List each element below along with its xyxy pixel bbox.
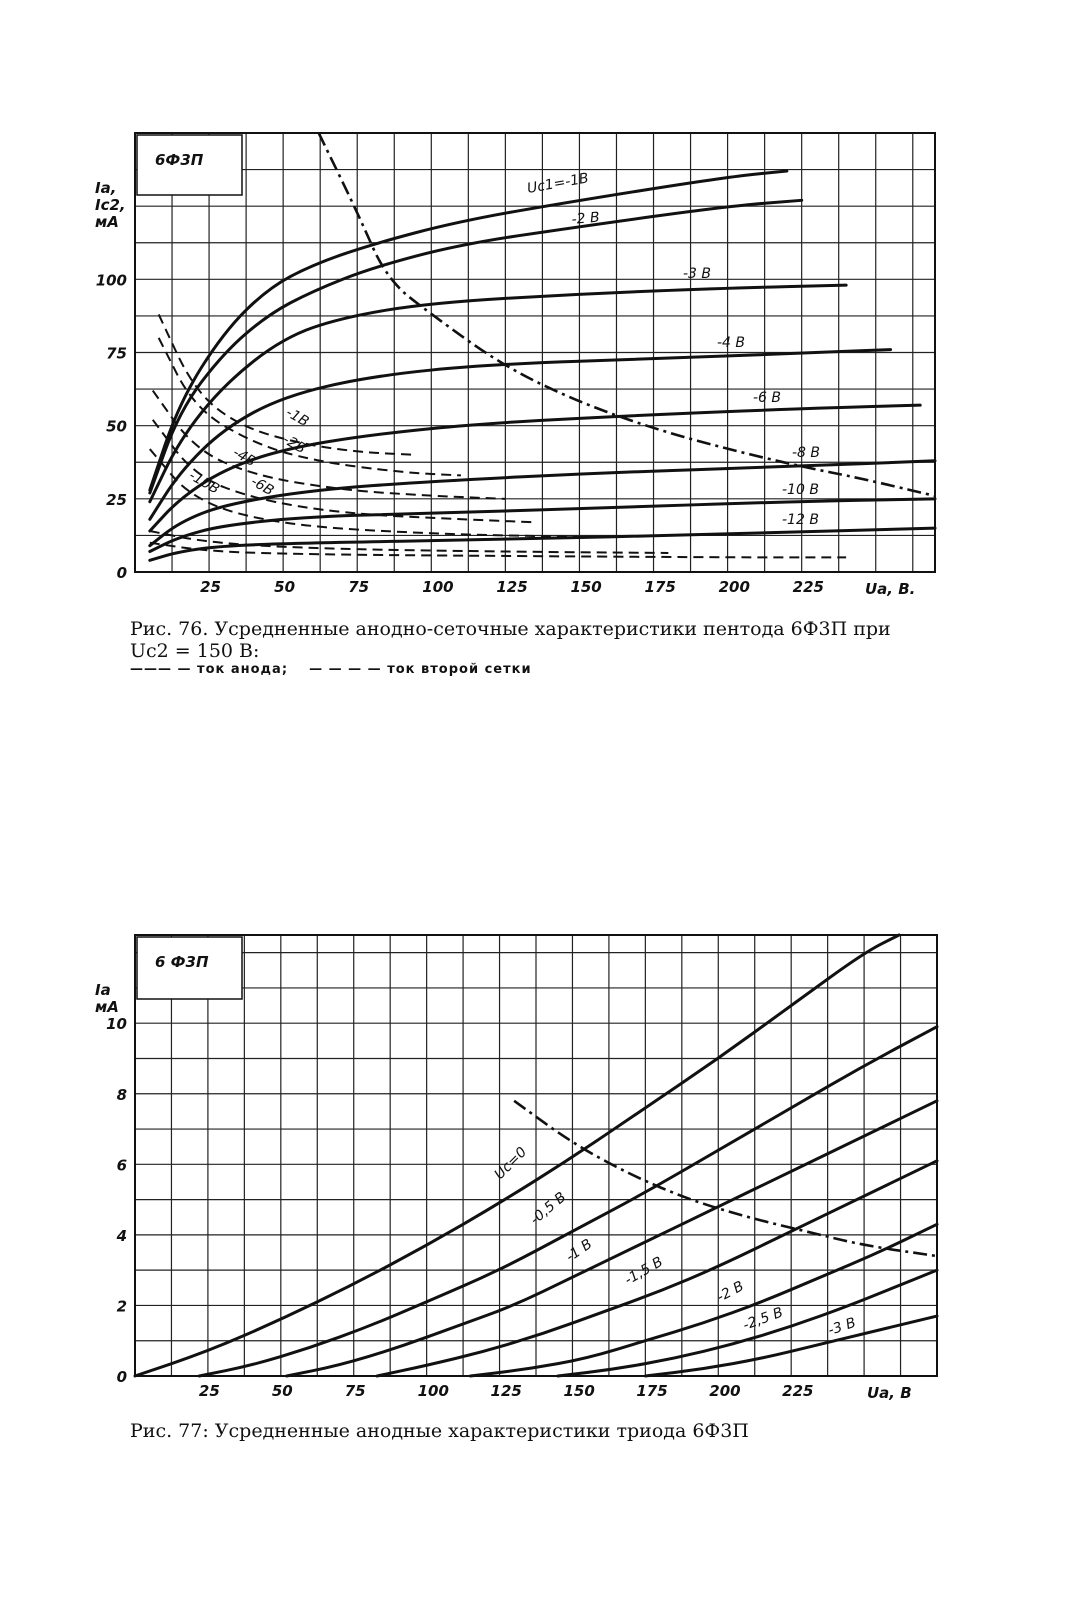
fig77-x-tick-label: 200 bbox=[709, 1382, 741, 1400]
figure-76-caption-line2: Uc2 = 150 В: bbox=[130, 640, 260, 662]
fig77-series-label: Uc=0 bbox=[491, 1144, 531, 1183]
fig76-x-tick-label: 150 bbox=[570, 578, 602, 596]
fig76-x-tick-label: 125 bbox=[496, 578, 528, 596]
fig76-series-label: -2 В bbox=[570, 209, 601, 228]
fig77-y-tick-label: 8 bbox=[116, 1085, 127, 1104]
fig77-x-tick-label: 75 bbox=[344, 1382, 366, 1400]
fig77-series-label: -0,5 В bbox=[527, 1189, 570, 1229]
fig77-series-label: -2,5 В bbox=[740, 1304, 786, 1334]
fig76-x-tick-label: 175 bbox=[644, 578, 676, 596]
fig76-x-tick-label: 225 bbox=[792, 578, 824, 596]
fig76-y-axis-label: Ia, Ic2, мА bbox=[95, 179, 126, 231]
fig77-series-limit-7 bbox=[514, 1101, 937, 1256]
fig76-series-label: -4 В bbox=[717, 335, 746, 351]
fig76-x-tick-label: 25 bbox=[200, 578, 221, 596]
fig77-x-tick-label: 175 bbox=[636, 1382, 668, 1400]
fig76-series-label: -2В bbox=[280, 431, 309, 458]
legend-screen-current: — — — — ток второй сетки bbox=[309, 662, 532, 677]
figure-77-caption bbox=[130, 1420, 950, 1442]
figure-76-legend bbox=[130, 662, 532, 677]
fig77-series-label: -1 В bbox=[563, 1236, 596, 1266]
fig76-series-label: -6 В bbox=[753, 390, 782, 406]
fig77-y-tick-label: 4 bbox=[116, 1226, 127, 1245]
figure-77-caption-text: Рис. 77: Усредненные анодные характеристики триода 6Ф3П bbox=[130, 1420, 749, 1442]
fig76-y-tick-label: 75 bbox=[106, 344, 127, 363]
fig76-series-label: -4В bbox=[230, 444, 259, 471]
fig76-y-tick-label: 0 bbox=[116, 564, 127, 582]
fig77-x-axis-label: Uа, В bbox=[867, 1384, 912, 1402]
fig77-x-tick-label: 150 bbox=[563, 1382, 595, 1400]
figure-76-caption-line1: Рис. 76. Усредненные анодно-сеточные характеристики пентода 6Ф3П при bbox=[130, 618, 891, 640]
fig76-x-tick-label: 200 bbox=[718, 578, 750, 596]
fig76-x-tick-label: 75 bbox=[348, 578, 370, 596]
fig77-y-tick-label: 6 bbox=[116, 1156, 127, 1175]
fig77-title: 6 Ф3П bbox=[155, 953, 209, 971]
fig76-y-tick-label: 50 bbox=[106, 417, 127, 436]
fig76-series-label: -8 В bbox=[792, 445, 821, 461]
fig77-y-tick-label: 0 bbox=[116, 1368, 127, 1386]
fig76-series-label: -6В bbox=[248, 473, 277, 500]
figure-76-caption bbox=[130, 618, 950, 662]
fig77-x-tick-label: 100 bbox=[417, 1382, 449, 1400]
fig77-grid bbox=[135, 935, 937, 1376]
fig77-x-tick-label: 25 bbox=[198, 1382, 220, 1400]
fig77-x-tick-label: 50 bbox=[271, 1382, 293, 1400]
fig76-y-tick-label: 100 bbox=[95, 271, 127, 290]
fig77-y-tick-label: 10 bbox=[106, 1015, 127, 1034]
fig77-x-tick-label: 125 bbox=[490, 1382, 522, 1400]
fig76-series-label: Uc1=-1В bbox=[525, 170, 590, 197]
fig76-y-tick-label: 25 bbox=[106, 490, 127, 509]
fig76-series-label: -1В bbox=[283, 404, 312, 431]
fig76-title: 6Ф3П bbox=[155, 151, 204, 169]
fig77-y-axis-label: Ia мА bbox=[95, 981, 119, 1016]
fig77-series-label: -2 В bbox=[714, 1278, 747, 1306]
fig76-series-label: -10В bbox=[186, 467, 223, 498]
fig76-series-label: -12 В bbox=[782, 512, 819, 528]
fig76-series-label: -10 В bbox=[782, 482, 819, 498]
fig77-series-label: -3 В bbox=[826, 1314, 858, 1339]
fig76-x-axis-label: Uа, В. bbox=[865, 580, 916, 598]
legend-anode-current: ——— — ток анода; bbox=[130, 662, 289, 677]
fig76-x-tick-label: 100 bbox=[422, 578, 454, 596]
fig77-series-label: -1,5 В bbox=[622, 1253, 666, 1289]
fig76-x-tick-label: 50 bbox=[274, 578, 296, 596]
fig76-series-label: -3 В bbox=[683, 266, 712, 282]
fig77-y-tick-label: 2 bbox=[116, 1297, 127, 1316]
fig77-x-tick-label: 225 bbox=[782, 1382, 814, 1400]
